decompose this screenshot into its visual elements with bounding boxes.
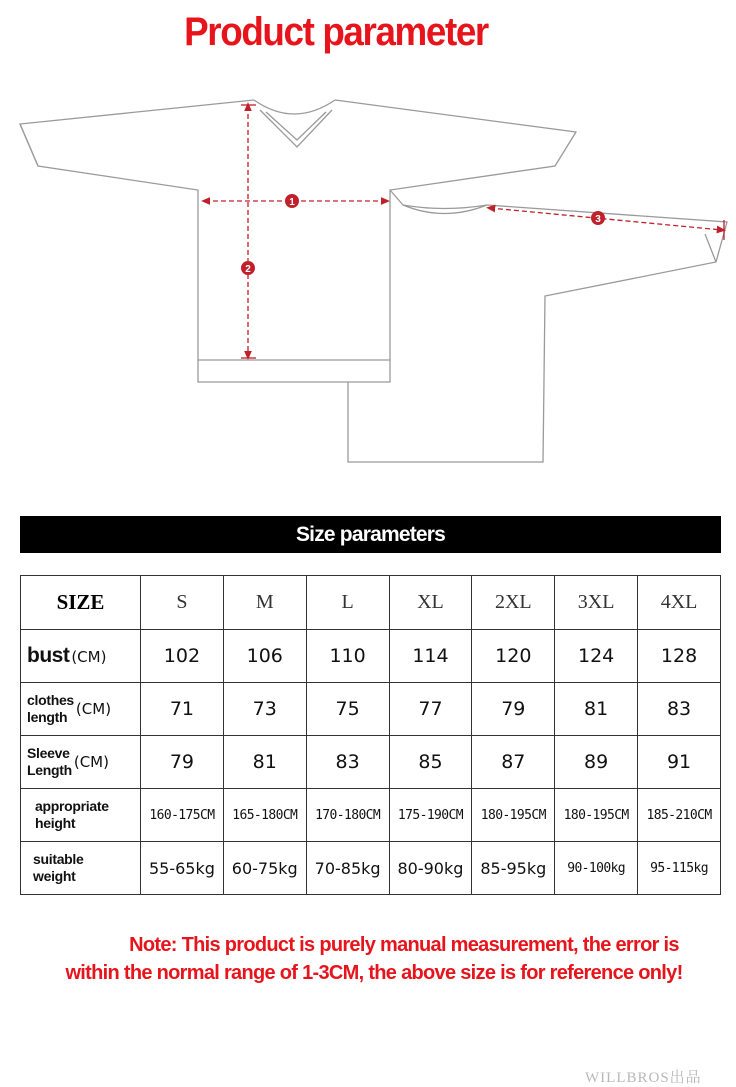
table-cell: 71 — [141, 683, 224, 736]
row-label-appropriate-height: appropriate height — [21, 789, 141, 842]
table-cell: 180-195CM — [472, 789, 555, 842]
table-cell: 73 — [223, 683, 306, 736]
table-cell: 80-90kg — [389, 842, 472, 895]
size-s: S — [141, 576, 224, 630]
table-cell: 114 — [389, 630, 472, 683]
watermark: WILLBROS出品 — [585, 1070, 702, 1086]
marker-2-label: 2 — [245, 264, 251, 275]
row-label-suitable-weight: suitable weight — [21, 842, 141, 895]
marker-3-label: 3 — [595, 214, 601, 225]
marker-1-label: 1 — [289, 197, 295, 208]
size-label: SIZE — [21, 576, 141, 630]
table-cell: 77 — [389, 683, 472, 736]
table-cell: 90-100kg — [555, 842, 638, 895]
page-title: Product parameter — [184, 10, 488, 54]
jersey-measurement-diagram — [0, 90, 736, 470]
size-4xl: 4XL — [638, 576, 721, 630]
table-cell: 128 — [638, 630, 721, 683]
note-line-1: Note: This product is purely manual measurement, the error is — [129, 934, 679, 956]
row-label-clothes-length: clothes length (CM) — [21, 683, 141, 736]
table-cell: 185-210CM — [638, 789, 721, 842]
table-cell: 95-115kg — [638, 842, 721, 895]
table-cell: 85-95kg — [472, 842, 555, 895]
measure-length — [241, 105, 256, 358]
table-cell: 79 — [472, 683, 555, 736]
size-l: L — [306, 576, 389, 630]
table-cell: 91 — [638, 736, 721, 789]
table-cell: 124 — [555, 630, 638, 683]
table-cell: 170-180CM — [306, 789, 389, 842]
table-cell: 165-180CM — [223, 789, 306, 842]
table-cell: 89 — [555, 736, 638, 789]
row-label-sleeve-length: Sleeve Length (CM) — [21, 736, 141, 789]
size-parameters-bar: Size parameters — [20, 516, 721, 553]
table-cell: 70-85kg — [306, 842, 389, 895]
table-cell: 85 — [389, 736, 472, 789]
table-cell: 175-190CM — [389, 789, 472, 842]
table-row-appropriate-height — [21, 789, 721, 842]
size-3xl: 3XL — [555, 576, 638, 630]
table-row-clothes-length — [21, 683, 721, 736]
table-cell: 83 — [638, 683, 721, 736]
table-cell: 160-175CM — [141, 789, 224, 842]
row-label-bust: bust (CM) — [21, 630, 141, 683]
jersey-back-outline — [348, 190, 727, 462]
table-row-suitable-weight — [21, 842, 721, 895]
table-cell: 81 — [555, 683, 638, 736]
table-cell: 110 — [306, 630, 389, 683]
table-cell: 79 — [141, 736, 224, 789]
table-cell: 75 — [306, 683, 389, 736]
size-2xl: 2XL — [472, 576, 555, 630]
table-row-bust — [21, 630, 721, 683]
table-cell: 60-75kg — [223, 842, 306, 895]
table-cell: 81 — [223, 736, 306, 789]
table-cell: 55-65kg — [141, 842, 224, 895]
table-cell: 180-195CM — [555, 789, 638, 842]
size-header-row — [21, 576, 721, 630]
measure-bust — [205, 194, 386, 208]
table-cell: 106 — [223, 630, 306, 683]
jersey-front-outline — [20, 100, 576, 382]
size-table — [20, 575, 721, 895]
table-cell: 120 — [472, 630, 555, 683]
table-cell: 102 — [141, 630, 224, 683]
table-row-sleeve-length — [21, 736, 721, 789]
note-line-2: within the normal range of 1-3CM, the above size is for reference only! — [65, 962, 683, 984]
table-cell: 83 — [306, 736, 389, 789]
size-xl: XL — [389, 576, 472, 630]
size-m: M — [223, 576, 306, 630]
measure-sleeve — [490, 208, 724, 240]
table-cell: 87 — [472, 736, 555, 789]
